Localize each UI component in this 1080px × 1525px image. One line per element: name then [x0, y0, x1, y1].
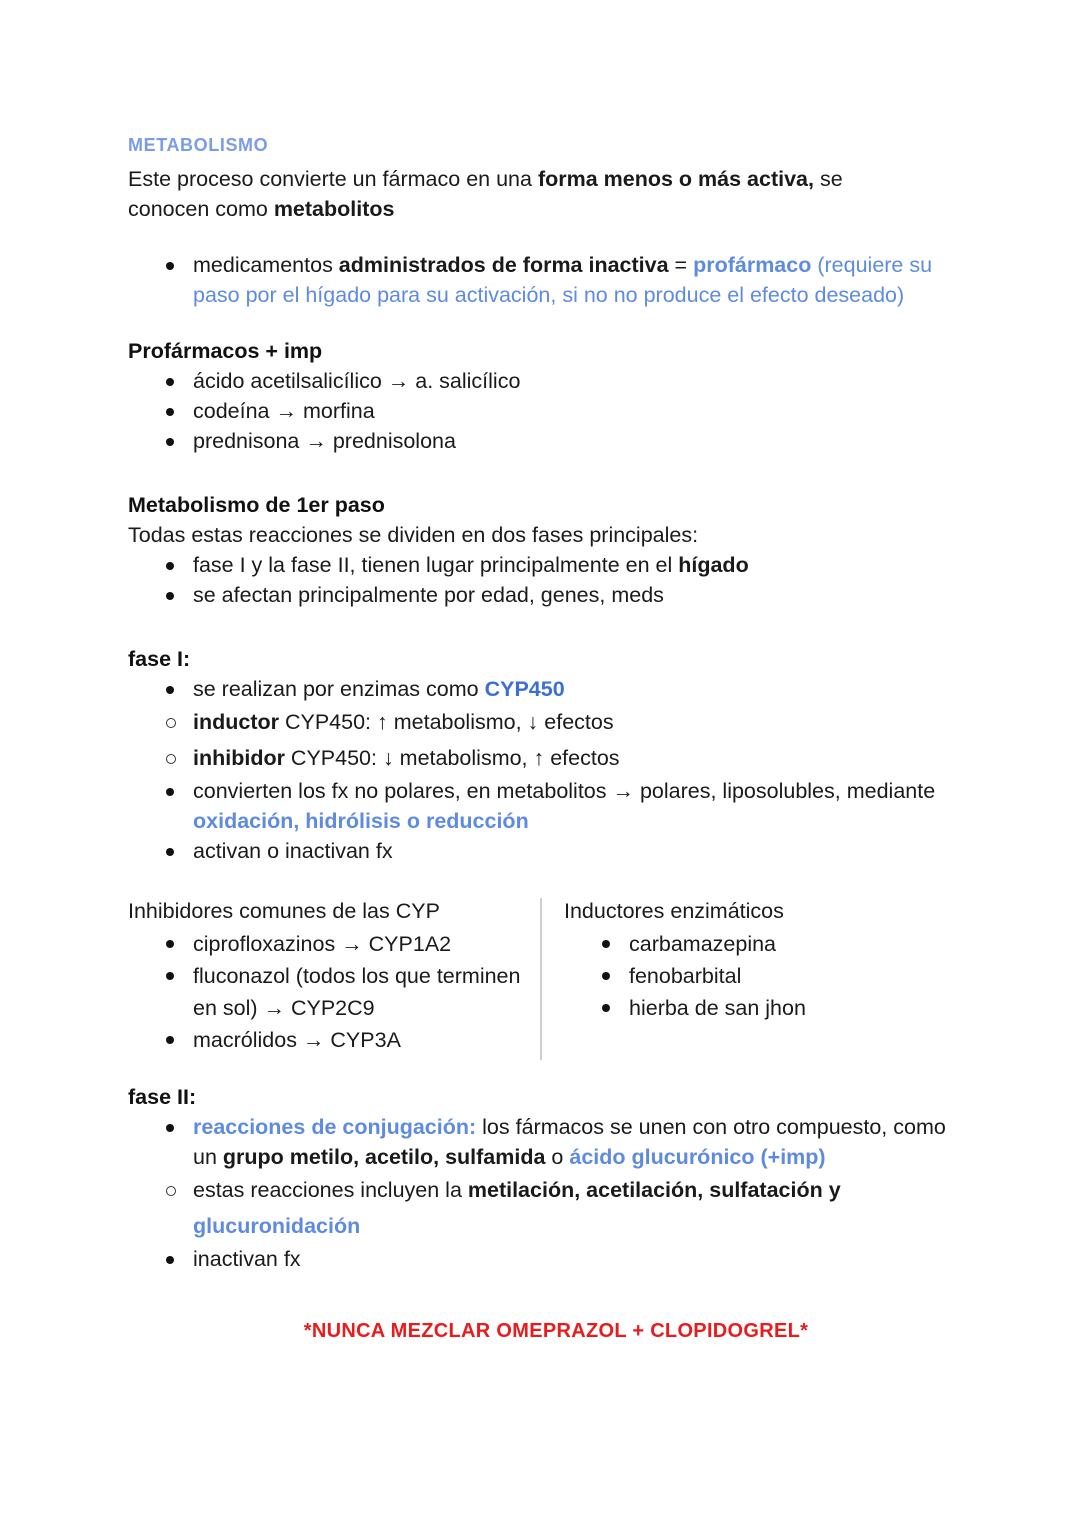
page-title: metabolismo: [128, 129, 269, 157]
bullet-dot-icon: [166, 776, 175, 785]
fase-i-list: [128, 674, 960, 704]
list-item: [128, 704, 960, 740]
list-item-label: codeína → morfina: [193, 399, 375, 423]
bullet-dot-icon: [166, 426, 175, 435]
inhibitors-list: [128, 928, 522, 1056]
list-item: [128, 836, 960, 866]
sub-item-label: CYP450: ↑ metabolismo, ↓ efectos: [279, 710, 614, 734]
section-heading-fase-ii: fase II:: [128, 1085, 197, 1109]
bullet-bold: administrados de forma inactiva: [338, 253, 669, 277]
spacer: [128, 1056, 960, 1082]
warning-text: *NUNCA MEZCLAR OMEPRAZOL + CLOPIDOGREL*: [303, 1320, 809, 1342]
list-item: [564, 992, 960, 1024]
list-item-label: se afectan principalmente por edad, genes, meds: [193, 583, 664, 607]
profarmaco-highlight: profármaco: [693, 253, 812, 277]
list-item-label: ácido acetilsalicílico → a. salicílico: [193, 369, 521, 393]
primer-paso-lead: Todas estas reacciones se dividen en dos fases principales:: [128, 523, 699, 547]
sub-item-bold: metilación, acetilación, sulfatación y: [467, 1178, 841, 1202]
acido-glucuronico-highlight: ácido glucurónico (+imp): [569, 1145, 826, 1169]
list-item-label: prednisona → prednisolona: [193, 429, 456, 453]
list-item: [128, 1024, 522, 1056]
list-item: [128, 1112, 960, 1172]
bullet-dot-icon: [602, 960, 611, 969]
list-item-label: convierten los fx no polares, en metabolitos → polares, liposolubles, mediante: [193, 779, 936, 803]
bullet-text-pre: medicamentos: [193, 253, 339, 277]
sub-item-label: estas reacciones incluyen la: [193, 1178, 468, 1202]
section-heading-profarmacos: Profármacos + imp: [128, 339, 323, 363]
profarmacos-list: [128, 366, 960, 456]
fase-ii-sublist: [128, 1172, 960, 1244]
sub-item-label: CYP450: ↓ metabolismo, ↑ efectos: [284, 746, 620, 770]
spacer: [128, 456, 960, 490]
list-item-label: fenobarbital: [629, 964, 742, 988]
section-heading-fase-i: fase I:: [128, 647, 191, 671]
column-header-inhibitors: Inhibidores comunes de las CYP: [128, 899, 440, 923]
bullet-dot-icon: [602, 928, 611, 937]
list-item-label: carbamazepina: [629, 932, 777, 956]
cyp-inductors-column: [540, 896, 960, 1056]
bullet-dot-icon: [166, 1244, 175, 1253]
bullet-dot-icon: [166, 960, 175, 969]
intro-bold-2: metabolitos: [273, 197, 395, 221]
bullet-dot-icon: [166, 396, 175, 405]
bullet-dot-icon: [166, 928, 175, 937]
list-item-conj: o: [545, 1145, 570, 1169]
list-item-label: fluconazol (todos los que terminen en sol) → CYP2C9: [193, 964, 521, 1020]
intro-text-pre: Este proceso convierte un fármaco en una: [128, 167, 538, 191]
profarmaco-note: (requiere su paso por el hígado para su activación, si no no produce el efecto deseado): [193, 253, 933, 307]
fase-i-sublist: [128, 704, 960, 776]
list-item: [564, 928, 960, 960]
fase-ii-list-cont: [128, 1244, 960, 1274]
bullet-dot-icon: [166, 366, 175, 375]
section-heading-primer-paso: Metabolismo de 1er paso: [128, 493, 385, 517]
list-item-label: fase I y la fase II, tienen lugar principalmente en el: [193, 553, 679, 577]
intro-paragraph: [128, 164, 928, 224]
spacer: [128, 224, 960, 250]
bullet-dot-icon: [166, 250, 175, 259]
oxidacion-highlight: oxidación, hidrólisis o reducción: [193, 809, 529, 833]
bullet-dot-icon: [166, 674, 175, 683]
list-item-label: ciprofloxazinos → CYP1A2: [193, 932, 452, 956]
fase-i-list-cont: [128, 776, 960, 866]
cyp-inhibitors-column: [128, 896, 540, 1056]
bullet-dot-icon: [166, 836, 175, 845]
list-item-label: macrólidos → CYP3A: [193, 1028, 401, 1052]
list-item: [128, 366, 960, 396]
intro-bold-1: forma menos o más activa,: [537, 167, 814, 191]
list-item: [128, 674, 960, 704]
spacer: [128, 310, 960, 336]
list-item: [128, 740, 960, 776]
bullet-dot-icon: [166, 1024, 175, 1033]
list-item: [128, 1172, 960, 1244]
list-item-label: se realizan por enzimas como: [193, 677, 485, 701]
intro-text-mid: se conocen como: [128, 167, 843, 221]
sub-item-bold: inhibidor: [193, 746, 285, 770]
bullet-dot-icon: [602, 992, 611, 1001]
fase-ii-list: [128, 1112, 960, 1172]
primer-paso-list: [128, 550, 960, 610]
list-item: [128, 928, 522, 960]
glucuronidacion-highlight: glucuronidación: [193, 1214, 361, 1238]
list-item: [128, 960, 522, 1024]
list-item: [128, 580, 960, 610]
sub-item-bold: inductor: [193, 710, 279, 734]
bullet-dot-icon: [166, 550, 175, 559]
inductors-list: [564, 928, 960, 1024]
cyp-comparison-table: [128, 896, 960, 1056]
list-item: [128, 250, 960, 310]
list-item-label: los fármacos se unen con otro compuesto, como un: [193, 1115, 946, 1169]
intro-bullet-list: [128, 250, 960, 310]
list-item-label: activan o inactivan fx: [193, 839, 393, 863]
list-item: [128, 426, 960, 456]
list-item-bold: hígado: [678, 553, 749, 577]
list-item-bold: grupo metilo, acetilo, sulfamida: [222, 1145, 546, 1169]
list-item: [564, 960, 960, 992]
list-item: [128, 550, 960, 580]
bullet-dot-icon: [166, 1112, 175, 1121]
bullet-equals: =: [668, 253, 694, 277]
column-header-inductors: Inductores enzimáticos: [564, 899, 784, 923]
cyp450-highlight: CYP450: [484, 677, 565, 701]
conjugacion-highlight: reacciones de conjugación:: [193, 1115, 477, 1139]
list-item-label: inactivan fx: [193, 1247, 301, 1271]
list-item: [128, 1244, 960, 1274]
list-item: [128, 396, 960, 426]
list-item-label: hierba de san jhon: [629, 996, 806, 1020]
list-item: [128, 776, 960, 836]
spacer: [128, 610, 960, 644]
bullet-dot-icon: [166, 580, 175, 589]
